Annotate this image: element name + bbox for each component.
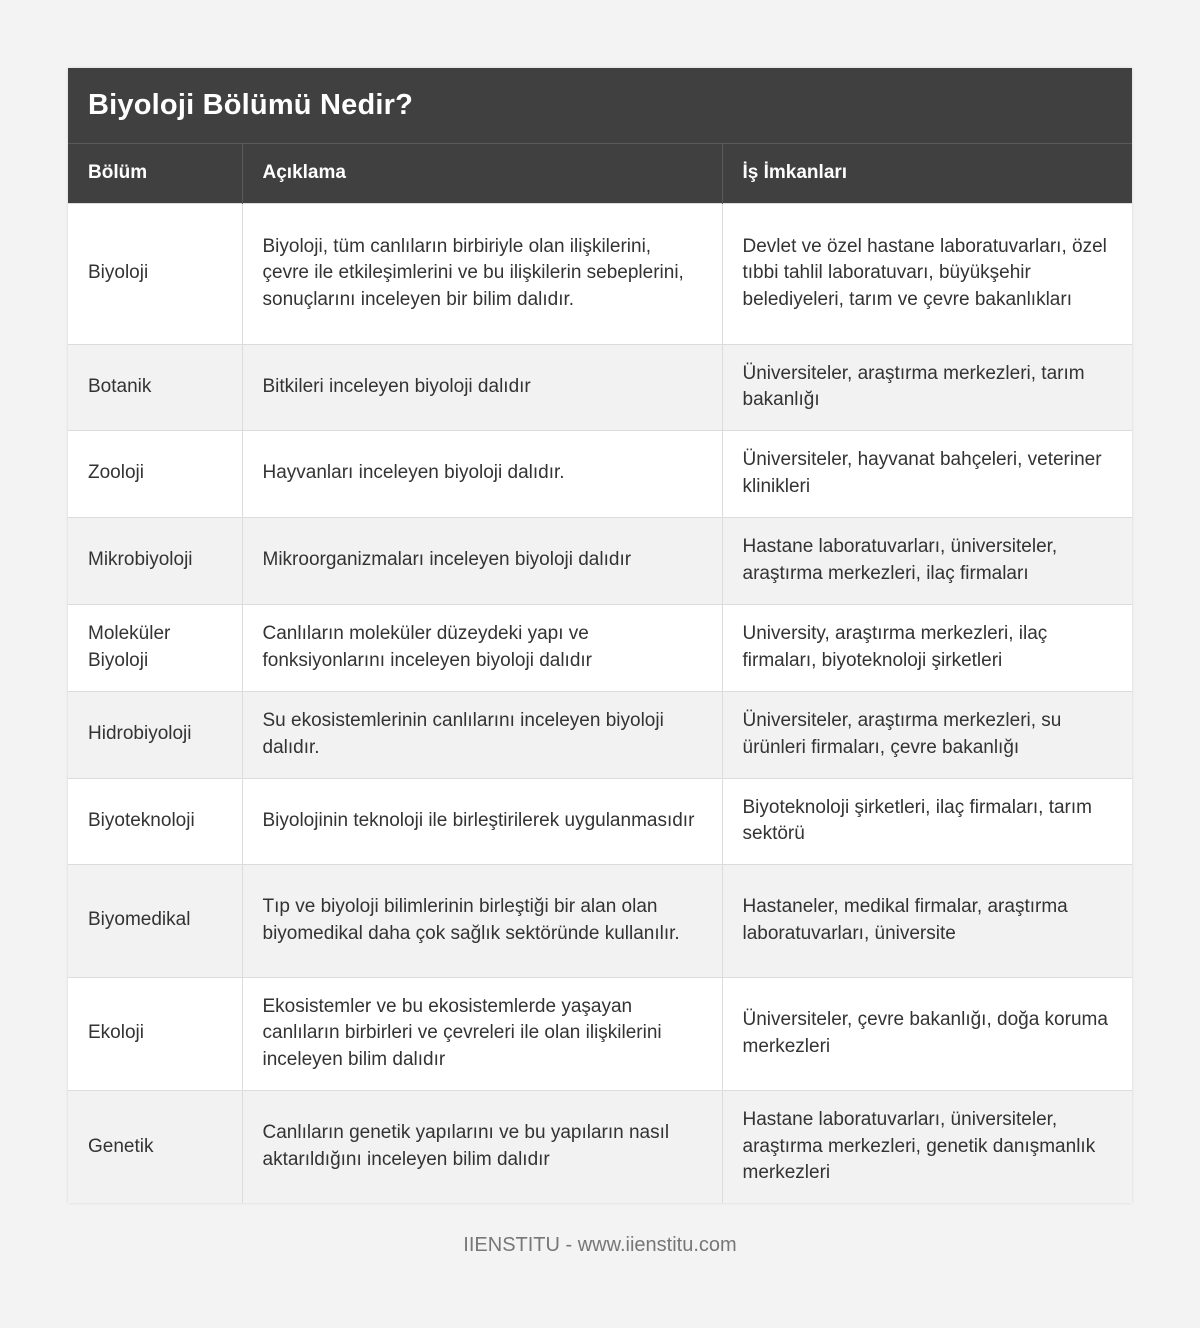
cell-is-imkanlari: Üniversiteler, çevre bakanlığı, doğa koruma merkezleri	[722, 977, 1132, 1090]
table-row	[68, 517, 1132, 604]
cell-bolum: Biyoloji	[68, 203, 242, 344]
cell-aciklama: Biyoloji, tüm canlıların birbiriyle olan ilişkilerini, çevre ile etkileşimlerini ve bu ilişkilerin sebeplerini, sonuçlarını inceleyen bir bilim dalıdır.	[242, 203, 722, 344]
title-bar	[68, 68, 1132, 144]
table-row	[68, 203, 1132, 344]
cell-aciklama: Hayvanları inceleyen biyoloji dalıdır.	[242, 430, 722, 517]
cell-bolum: Zooloji	[68, 430, 242, 517]
cell-is-imkanlari: Üniversiteler, araştırma merkezleri, su ürünleri firmaları, çevre bakanlığı	[722, 691, 1132, 778]
cell-bolum: Ekoloji	[68, 977, 242, 1090]
column-header-bolum: Bölüm	[68, 144, 242, 203]
cell-bolum: Genetik	[68, 1090, 242, 1203]
table-row	[68, 1090, 1132, 1203]
biology-departments-table	[68, 144, 1132, 1203]
cell-aciklama: Tıp ve biyoloji bilimlerinin birleştiği bir alan olan biyomedikal daha çok sağlık sektöründe kullanılır.	[242, 864, 722, 977]
table-row	[68, 864, 1132, 977]
cell-aciklama: Ekosistemler ve bu ekosistemlerde yaşayan canlıların birbirleri ve çevreleri ile olan ilişkilerini inceleyen bilim dalıdır	[242, 977, 722, 1090]
table-row	[68, 604, 1132, 691]
column-header-is-imkanlari: İş İmkanları	[722, 144, 1132, 203]
cell-aciklama: Mikroorganizmaları inceleyen biyoloji dalıdır	[242, 517, 722, 604]
table-row	[68, 430, 1132, 517]
table-row	[68, 691, 1132, 778]
table-header-row	[68, 144, 1132, 203]
table-row	[68, 344, 1132, 430]
cell-is-imkanlari: Biyoteknoloji şirketleri, ilaç firmaları, tarım sektörü	[722, 778, 1132, 864]
cell-aciklama: Su ekosistemlerinin canlılarını inceleyen biyoloji dalıdır.	[242, 691, 722, 778]
cell-aciklama: Canlıların moleküler düzeydeki yapı ve fonksiyonlarını inceleyen biyoloji dalıdır	[242, 604, 722, 691]
cell-bolum: Mikrobiyoloji	[68, 517, 242, 604]
cell-is-imkanlari: Üniversiteler, araştırma merkezleri, tarım bakanlığı	[722, 344, 1132, 430]
column-header-aciklama: Açıklama	[242, 144, 722, 203]
cell-bolum: Biyoteknoloji	[68, 778, 242, 864]
page-title: Biyoloji Bölümü Nedir?	[88, 89, 414, 121]
cell-aciklama: Canlıların genetik yapılarını ve bu yapıların nasıl aktarıldığını inceleyen bilim dalıdır	[242, 1090, 722, 1203]
cell-is-imkanlari: Hastane laboratuvarları, üniversiteler, araştırma merkezleri, genetik danışmanlık merkezleri	[722, 1090, 1132, 1203]
table-row	[68, 977, 1132, 1090]
cell-is-imkanlari: Üniversiteler, hayvanat bahçeleri, veteriner klinikleri	[722, 430, 1132, 517]
cell-is-imkanlari: University, araştırma merkezleri, ilaç firmaları, biyoteknoloji şirketleri	[722, 604, 1132, 691]
footer-credit: IIENSTITU - www.iienstitu.com	[463, 1234, 737, 1256]
cell-bolum: Biyomedikal	[68, 864, 242, 977]
table-card	[68, 68, 1132, 1203]
cell-bolum: Moleküler Biyoloji	[68, 604, 242, 691]
cell-bolum: Botanik	[68, 344, 242, 430]
cell-bolum: Hidrobiyoloji	[68, 691, 242, 778]
cell-aciklama: Bitkileri inceleyen biyoloji dalıdır	[242, 344, 722, 430]
cell-aciklama: Biyolojinin teknoloji ile birleştirilerek uygulanmasıdır	[242, 778, 722, 864]
table-row	[68, 778, 1132, 864]
cell-is-imkanlari: Hastaneler, medikal firmalar, araştırma laboratuvarları, üniversite	[722, 864, 1132, 977]
cell-is-imkanlari: Hastane laboratuvarları, üniversiteler, araştırma merkezleri, ilaç firmaları	[722, 517, 1132, 604]
cell-is-imkanlari: Devlet ve özel hastane laboratuvarları, özel tıbbi tahlil laboratuvarı, büyükşehir belediyeleri, tarım ve çevre bakanlıkları	[722, 203, 1132, 344]
